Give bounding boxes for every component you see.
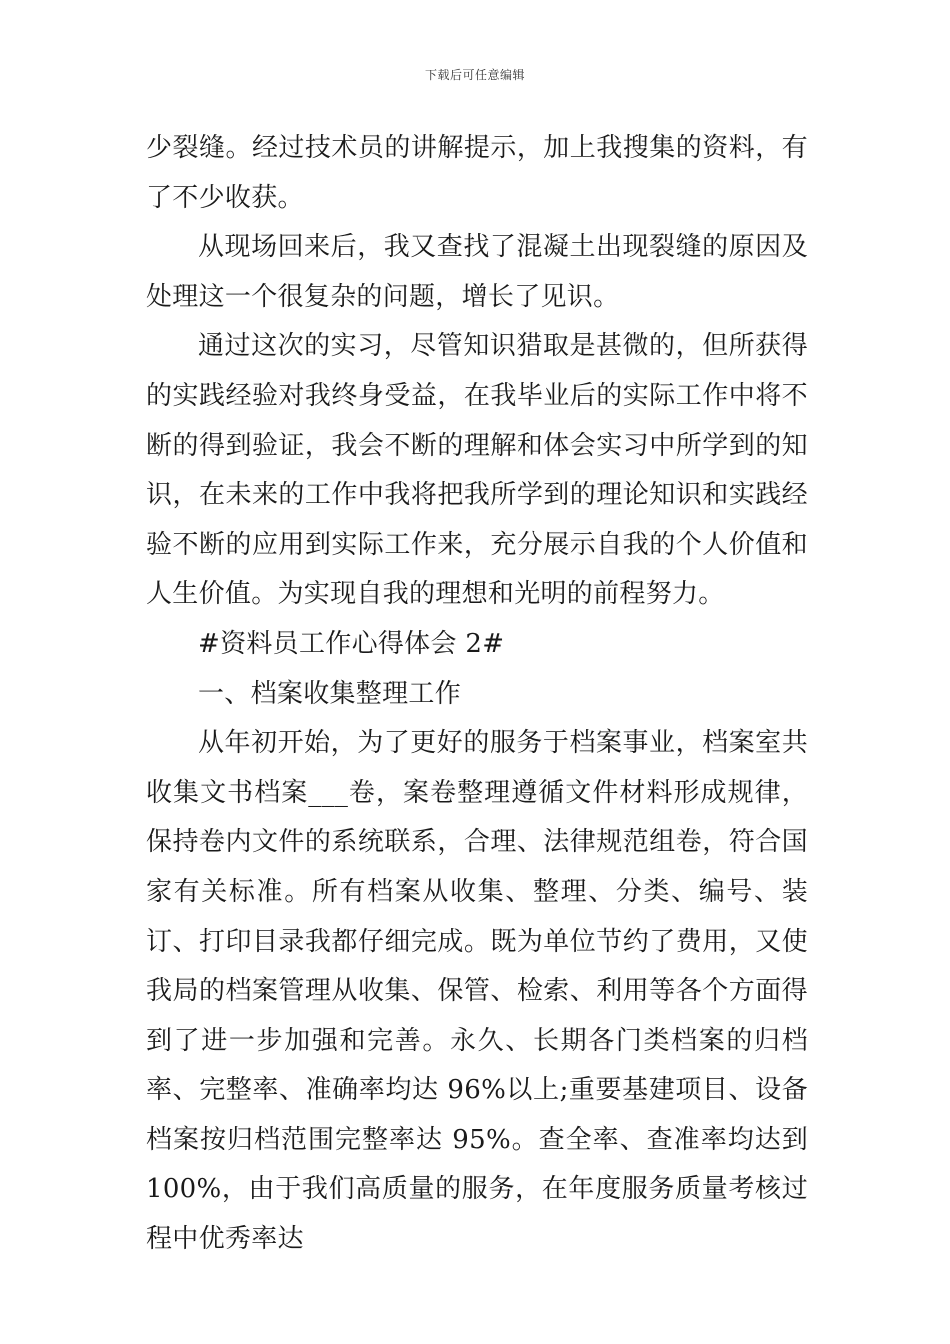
paragraph-1: 少裂缝。经过技术员的讲解提示，加上我搜集的资料，有了不少收获。: [146, 133, 808, 213]
paragraph-4: 从年初开始，为了更好的服务于档案事业，档案室共收集文书档案___卷，案卷整理遵循文件材料形成规律，保持卷内文件的系统联系，合理、法律规范组卷，符合国家有关标准。所有档案从收集、整理、分类、编号、装订、打印目录我都仔细完成。既为单位节约了费用，又使我局的档案管理从收集、保管、检索、利用等各个方面得到了进一步加强和完善。永久、长期各门类档案的归档率、完整率、准确率均达 96%以上;重要基建项目、设备档案按归档范围完整率达 95%。查全率、查准率均达到 100%，由于我们高质量的服务，在年度服务质量考核过程中优秀率达: [146, 728, 808, 1255]
subsection-heading: 一、档案收集整理工作: [198, 678, 462, 709]
header-note: 下载后可任意编辑: [424, 68, 525, 82]
section-heading: #资料员工作心得体会 2#: [198, 628, 505, 659]
paragraph-3: 通过这次的实习，尽管知识猎取是甚微的，但所获得的实践经验对我终身受益，在我毕业后的实际工作中将不断的得到验证，我会不断的理解和体会实习中所学到的知识，在未来的工作中我将把我所学到的理论知识和实践经验不断的应用到实际工作来，充分展示自我的个人价值和人生价值。为实现自我的理想和光明的前程努力。: [146, 331, 808, 610]
paragraph-2: 从现场回来后，我又查找了混凝土出现裂缝的原因及处理这一个很复杂的问题，增长了见识。: [146, 232, 808, 312]
document-body: [146, 124, 808, 1265]
